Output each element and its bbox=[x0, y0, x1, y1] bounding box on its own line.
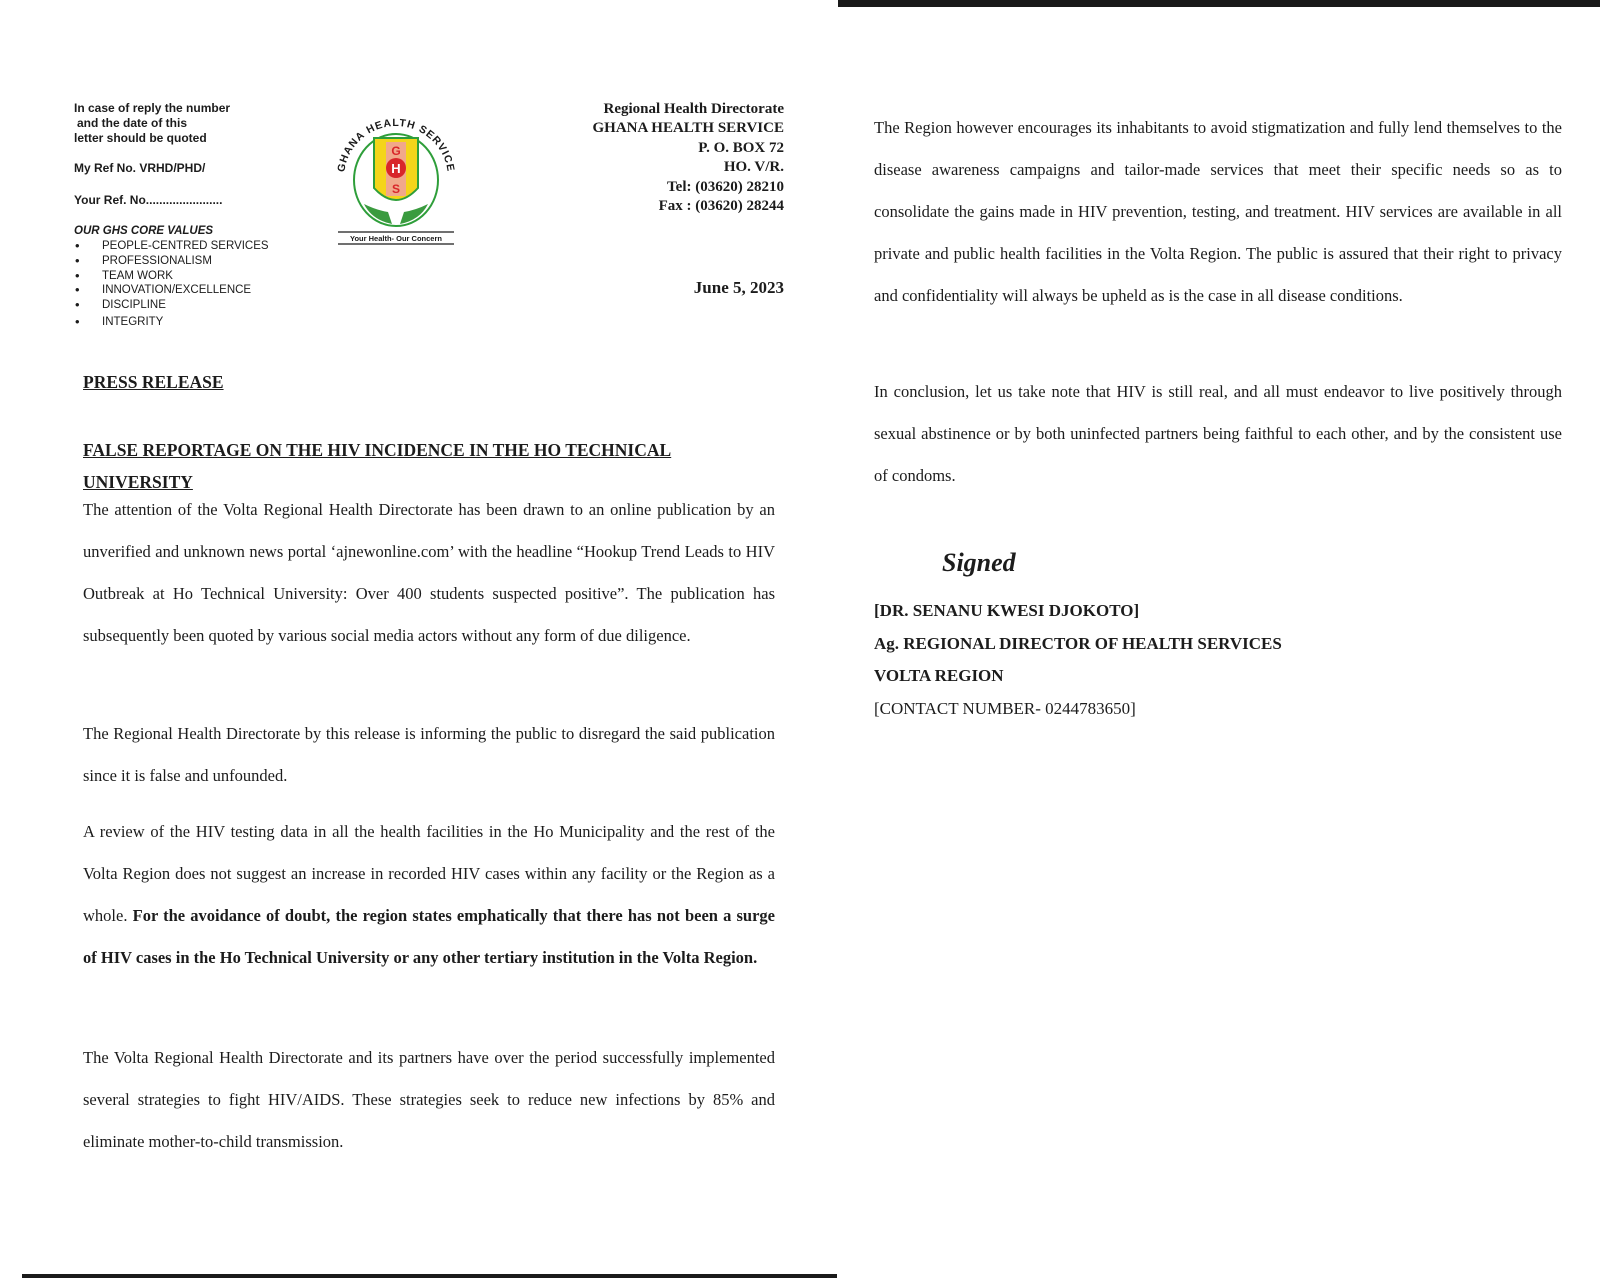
body-paragraph bbox=[83, 811, 775, 979]
address-line: GHANA HEALTH SERVICE bbox=[592, 120, 784, 137]
body-paragraph: In conclusion, let us take note that HIV is still real, and all must endeavor to live positively through sexual abstinence or by both uninfected partners being faithful to each other, and by the consistent use of condoms. bbox=[874, 382, 1562, 485]
body-paragraph: The Regional Health Directorate by this release is informing the public to disregard the said publication since it is false and unfounded. bbox=[83, 724, 775, 785]
press-release-headline: FALSE REPORTAGE ON THE HIV INCIDENCE IN THE HO TECHNICAL UNIVERSITY bbox=[83, 440, 672, 492]
logo-motto: Your Health- Our Concern bbox=[350, 234, 442, 243]
your-ref-number: Your Ref. No....................... bbox=[74, 193, 223, 207]
signatory-region: VOLTA REGION bbox=[874, 666, 1004, 685]
reply-note bbox=[74, 101, 230, 146]
bottom-border-bar bbox=[22, 1274, 837, 1278]
logo-initial: G bbox=[391, 144, 401, 158]
body-paragraph-text: A review of the HIV testing data in all the health facilities in the Ho Municipality and the rest of the Volta Region does not suggest an increase in recorded HIV cases within any facility or the Region as a whole. bbox=[83, 822, 775, 925]
body-paragraph: The Region however encourages its inhabitants to avoid stigmatization and fully lend themselves to the disease awareness campaigns and tailor-made services that meet their specific needs so as to consolidate the gains made in HIV prevention, testing, and treatment. HIV services are available in all private and public health facilities in the Volta Region. The public is assured that their right to privacy and confidentiality will always be upheld as is the case in all disease conditions. bbox=[874, 118, 1562, 305]
core-value-item: • PEOPLE-CENTRED SERVICES bbox=[74, 239, 269, 254]
core-values-heading: OUR GHS CORE VALUES bbox=[74, 225, 214, 237]
reply-note-line: letter should be quoted bbox=[74, 131, 207, 145]
address-line: Tel: (03620) 28210 bbox=[667, 178, 784, 195]
signatory-name: [DR. SENANU KWESI DJOKOTO] bbox=[874, 601, 1140, 620]
address-line: Fax : (03620) 28244 bbox=[658, 198, 784, 215]
core-value-item: • INTEGRITY bbox=[74, 315, 269, 330]
core-value-item: • DISCIPLINE bbox=[74, 298, 269, 313]
letter-date: June 5, 2023 bbox=[693, 278, 784, 297]
signatory-contact: [CONTACT NUMBER- 0244783650] bbox=[874, 698, 1136, 718]
address-line: Regional Health Directorate bbox=[603, 101, 784, 117]
signature-block bbox=[874, 595, 1282, 725]
reply-note-line: and the date of this bbox=[77, 116, 188, 130]
emphasis-statement: For the avoidance of doubt, the region states emphatically that there has not been a surge of HIV cases in the Ho Technical University or any other tertiary institution in the Volta Region. bbox=[83, 906, 775, 967]
press-release-label: PRESS RELEASE bbox=[83, 372, 224, 392]
address-line: HO. V/R. bbox=[723, 159, 784, 176]
body-paragraph: The attention of the Volta Regional Health Directorate has been drawn to an online publication by an unverified and unknown news portal ‘ajnewonline.com’ with the headline “Hookup Trend Leads to HIV Outbreak at Ho Technical University: Over 400 students suspected positive”. The publication has subsequently been quoted by various social media actors without any form of due diligence. bbox=[83, 500, 775, 645]
reply-note-line: In case of reply the number bbox=[74, 101, 231, 115]
logo-initial: H bbox=[391, 161, 401, 176]
ghs-logo bbox=[334, 108, 458, 252]
body-paragraph: The Volta Regional Health Directorate and its partners have over the period successfully implemented several strategies to fight HIV/AIDS. These strategies seek to reduce new infections by 85% and eliminate mother-to-child transmission. bbox=[83, 1048, 775, 1151]
address-block bbox=[593, 100, 784, 216]
core-value-item: • TEAM WORK bbox=[74, 269, 269, 284]
signatory-title: Ag. REGIONAL DIRECTOR OF HEALTH SERVICES bbox=[874, 633, 1282, 653]
logo-initial: S bbox=[391, 182, 401, 196]
logo-arc-text: GHANA HEALTH SERVICE bbox=[335, 116, 457, 173]
my-ref-number: My Ref No. VRHD/PHD/ bbox=[74, 161, 206, 175]
address-line: P. O. BOX 72 bbox=[698, 139, 784, 156]
core-values-list bbox=[74, 239, 269, 330]
signed-label: Signed bbox=[942, 548, 1016, 577]
core-value-item: • PROFESSIONALISM bbox=[74, 254, 269, 269]
top-border-bar bbox=[838, 0, 1600, 7]
core-value-item: • INNOVATION/EXCELLENCE bbox=[74, 283, 269, 298]
